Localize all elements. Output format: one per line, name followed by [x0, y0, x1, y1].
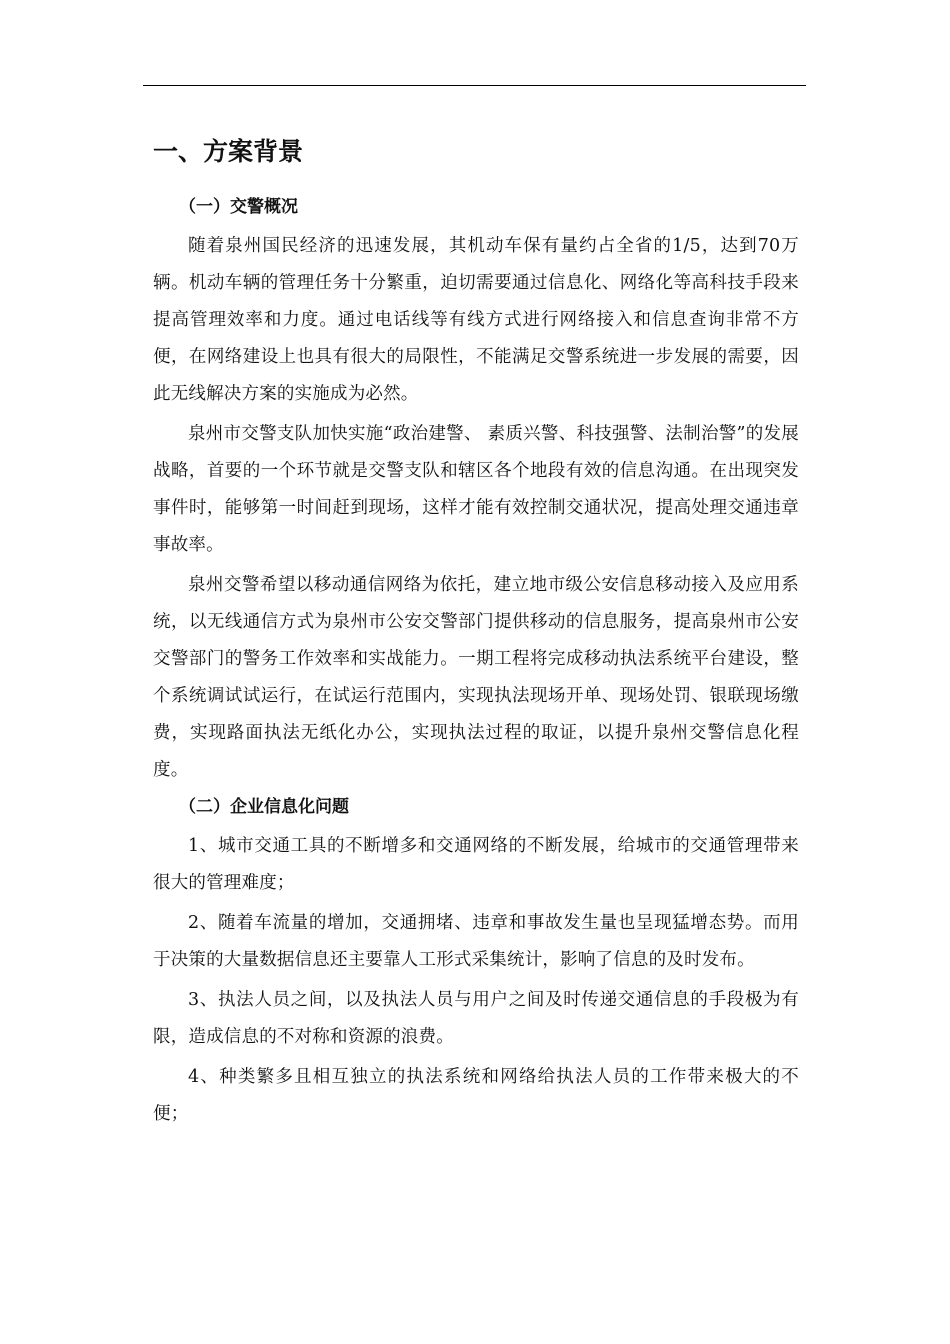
subsection-title-traffic-police: （一）交警概况 [179, 197, 298, 217]
paragraph: 泉州市交警支队加快实施“政治建警、 素质兴警、科技强警、法制治警”的发展战略，首要的一个环节就是交警支队和辖区各个地段有效的信息沟通。在出现突发事件时，能够第一时间赶到现场，这样才能有效控制交通状况，提高处理交通违章事故率。 [153, 424, 799, 555]
list-item: 2、随着车流量的增加，交通拥堵、违章和事故发生量也呈现猛增态势。而用于决策的大量数据信息还主要靠人工形式采集统计，影响了信息的及时发布。 [153, 913, 799, 970]
document-content [153, 132, 799, 1136]
list-item: 1、城市交通工具的不断增多和交通网络的不断发展，给城市的交通管理带来很大的管理难度； [153, 836, 799, 893]
list-item: 4、种类繁多且相互独立的执法系统和网络给执法人员的工作带来极大的不便； [153, 1067, 799, 1124]
list-item: 3、执法人员之间，以及执法人员与用户之间及时传递交通信息的手段极为有限，造成信息的不对称和资源的浪费。 [153, 990, 799, 1047]
subsection-title-informatization-issues: （二）企业信息化问题 [179, 797, 349, 817]
paragraph: 随着泉州国民经济的迅速发展，其机动车保有量约占全省的1/5，达到70万辆。机动车辆的管理任务十分繁重，迫切需要通过信息化、网络化等高科技手段来提高管理效率和力度。通过电话线等有线方式进行网络接入和信息查询非常不方便，在网络建设上也具有很大的局限性，不能满足交警系统进一步发展的需要，因此无线解决方案的实施成为必然。 [153, 236, 799, 404]
header-rule [143, 85, 806, 86]
paragraph: 泉州交警希望以移动通信网络为依托，建立地市级公安信息移动接入及应用系统，以无线通信方式为泉州市公安交警部门提供移动的信息服务，提高泉州市公安交警部门的警务工作效率和实战能力。一期工程将完成移动执法系统平台建设，整个系统调试试运行，在试运行范围内，实现执法现场开单、现场处罚、银联现场缴费，实现路面执法无纸化办公，实现执法过程的取证，以提升泉州交警信息化程度。 [153, 575, 799, 780]
section-title: 一、方案背景 [153, 137, 304, 166]
